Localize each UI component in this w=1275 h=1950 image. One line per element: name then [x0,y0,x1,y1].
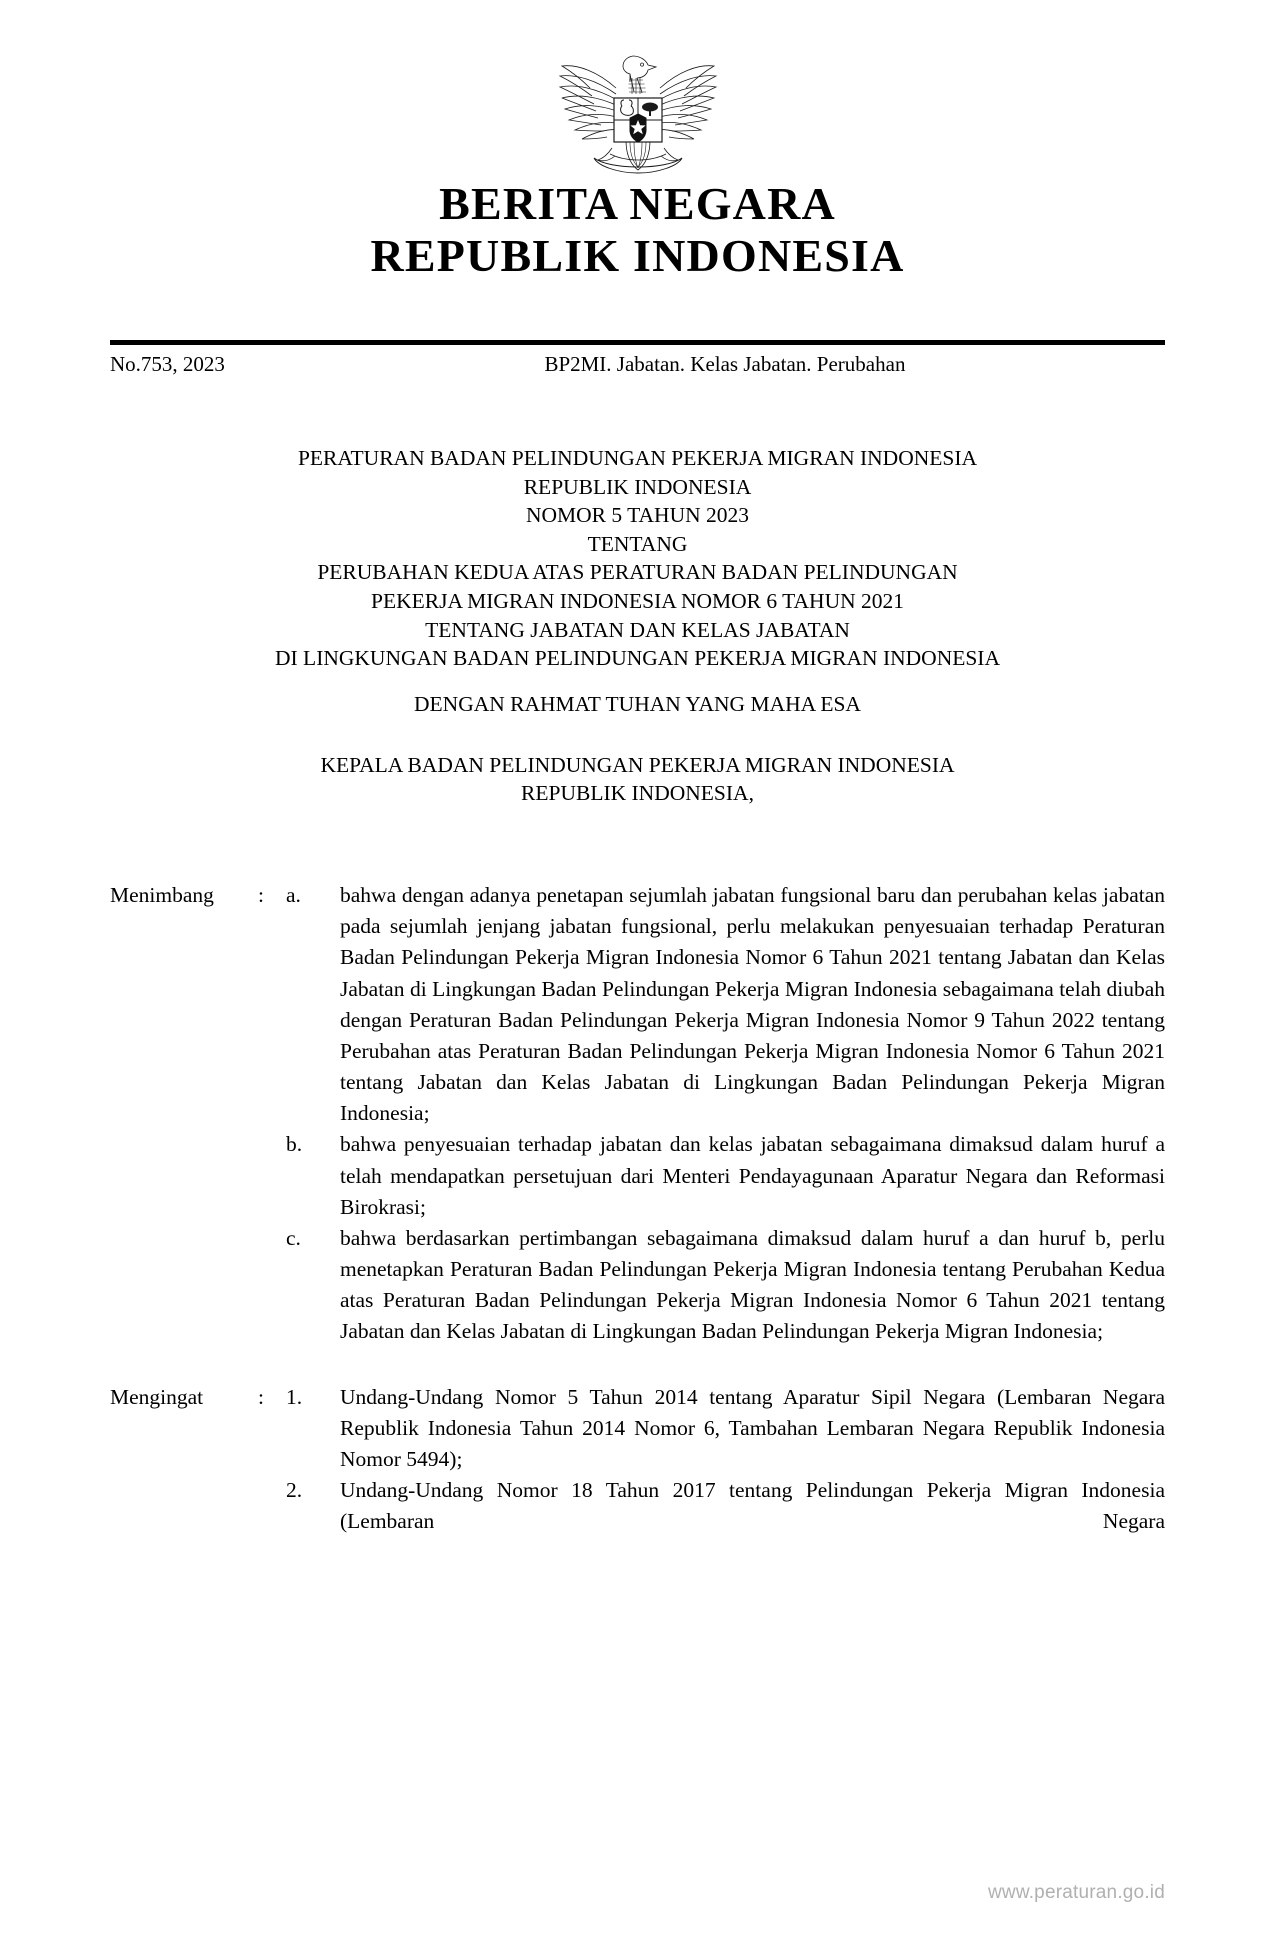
list-item-text: Undang-Undang Nomor 18 Tahun 2017 tentang Pelindungan Pekerja Migran Indonesia (Lembaran Negara [340,1478,1165,1534]
considerations-colon: : [258,883,264,907]
considerations-label: Menimbang [110,883,214,907]
footer-watermark: www.peraturan.go.id [987,1882,1165,1903]
title-line-2: REPUBLIK INDONESIA [523,474,752,499]
list-item [286,1382,1165,1476]
legal-basis-label: Mengingat [110,1384,204,1409]
regulation-title-block [150,444,1125,673]
list-item-text: Undang-Undang Nomor 5 Tahun 2014 tentang Aparatur Sipil Negara (Lembaran Negara Republik Indonesia Tahun 2014 Nomor 6, Tambahan Lembaran Negara Republik Indonesia Nomor 5494); [340,1384,1165,1471]
title-line-4-tentang: TENTANG [587,531,688,556]
list-item [286,1475,1165,1537]
legal-basis-clause [110,1382,1165,1538]
masthead-line-berita-negara: BERITA NEGARA [439,178,836,229]
emblem-container [0,36,1275,176]
list-item-marker: 2. [286,1478,303,1503]
list-item [286,1223,1165,1348]
list-item-marker: b. [286,1132,303,1157]
body-block-spacer [110,1348,1165,1382]
salutation-block [150,690,1125,808]
gazette-keywords: BP2MI. Jabatan. Kelas Jabatan. Perubahan [544,352,906,376]
masthead [110,178,1165,283]
legal-basis-colon: : [258,1384,264,1409]
list-item-text: bahwa penyesuaian terhadap jabatan dan kelas jabatan sebagaimana dimaksud dalam huruf a telah mendapatkan persetujuan dari Menteri Pendayagunaan Aparatur Negara dan Reformasi Birokrasi; [340,1132,1165,1219]
title-line-7: TENTANG JABATAN DAN KELAS JABATAN [425,617,850,642]
considerations-clause [110,880,1165,1348]
title-line-3-number: NOMOR 5 TAHUN 2023 [525,503,750,528]
masthead-line-republik-indonesia: REPUBLIK INDONESIA [370,230,905,282]
document-body [110,880,1165,1537]
list-item [286,1129,1165,1223]
gazette-number: No.753, 2023 [110,352,225,376]
list-item-marker: 1. [286,1384,303,1409]
garuda-pancasila-emblem [538,36,738,176]
title-line-6: PEKERJA MIGRAN INDONESIA NOMOR 6 TAHUN 2021 [370,588,905,613]
list-item-marker: c. [286,1225,301,1250]
list-item-marker: a. [286,883,301,907]
list-item-text: bahwa berdasarkan pertimbangan sebagaimana dimaksud dalam huruf a dan huruf b, perlu menetapkan Peraturan Badan Pelindungan Pekerja Migran Indonesia tentang Perubahan Kedua atas Peraturan Badan Pelindungan Pekerja Migran Indonesia Nomor 6 Tahun 2021 tentang Jabatan dan Kelas Jabatan di Lingkungan Badan Pelindungan Pekerja Migran Indonesia; [340,1225,1165,1344]
title-line-1: PERATURAN BADAN PELINDUNGAN PEKERJA MIGRAN INDONESIA [297,446,978,470]
title-line-8: DI LINGKUNGAN BADAN PELINDUNGAN PEKERJA MIGRAN INDONESIA [275,646,1000,671]
blessing-line: DENGAN RAHMAT TUHAN YANG MAHA ESA [414,692,861,716]
list-item-text: bahwa dengan adanya penetapan sejumlah jabatan fungsional baru dan perubahan kelas jabatan pada sejumlah jenjang jabatan fungsional, perlu melakukan penyesuaian terhadap Peraturan Badan Pelindungan Pekerja Migran Indonesia Nomor 6 Tahun 2021 tentang Jabatan dan Kelas Jabatan di Lingkungan Badan Pelindungan Pekerja Migran Indonesia sebagaimana telah diubah dengan Peraturan Badan Pelindungan Pekerja Migran Indonesia Nomor 9 Tahun 2022 tentang Perubahan atas Peraturan Badan Pelindungan Pekerja Migran Indonesia Nomor 6 Tahun 2021 tentang Jabatan dan Kelas Jabatan di Lingkungan Badan Pelindungan Pekerja Migran Indonesia; [340,883,1165,1126]
gazette-header-row [110,352,1165,377]
list-item [286,880,1165,1129]
considerations-items [286,880,1165,1348]
salutation-spacer [150,719,1125,751]
legal-basis-items [286,1382,1165,1538]
title-line-5: PERUBAHAN KEDUA ATAS PERATURAN BADAN PELINDUNGAN [317,560,958,585]
issuing-authority-line-1: KEPALA BADAN PELINDUNGAN PEKERJA MIGRAN INDONESIA [320,752,955,777]
masthead-divider [110,340,1165,345]
issuing-authority-line-2: REPUBLIK INDONESIA, [521,781,754,806]
